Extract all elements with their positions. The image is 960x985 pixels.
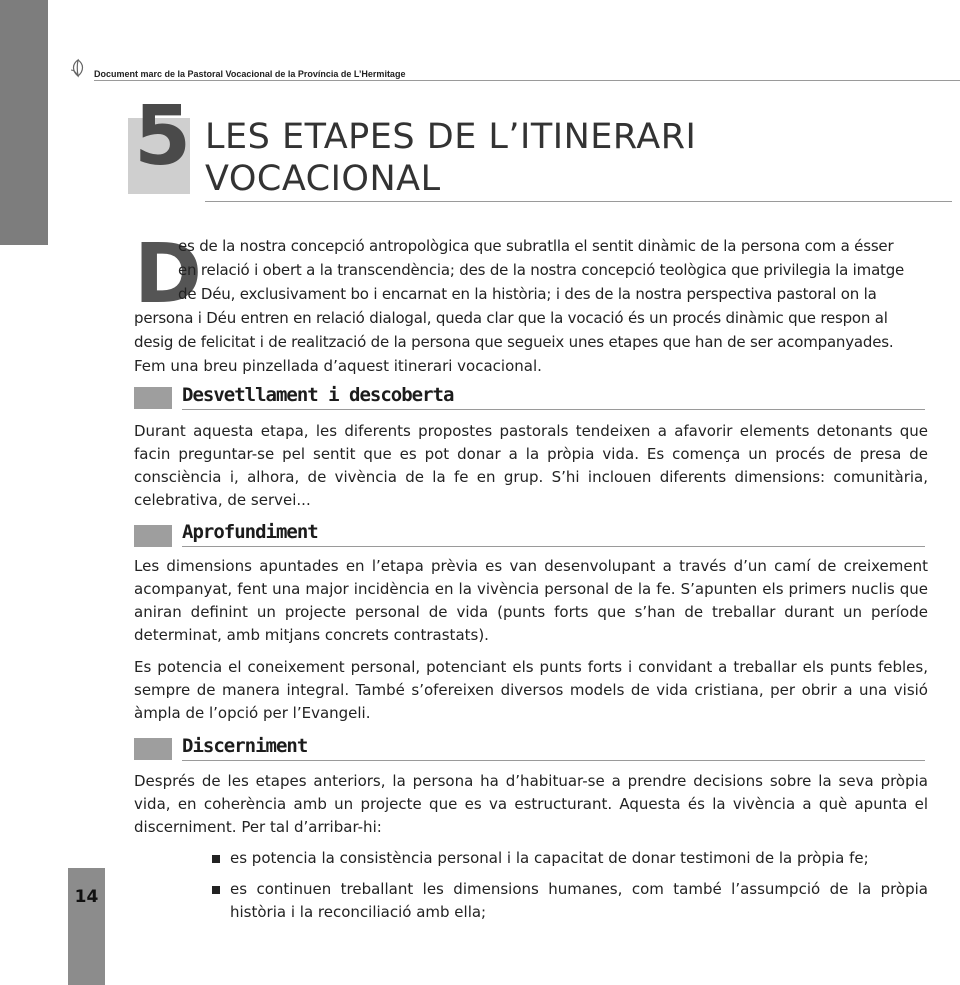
leaf-logo-icon xyxy=(68,58,88,78)
section-heading: Discerniment xyxy=(182,735,308,757)
paragraph: Després de les etapes anteriors, la persona ha d’habituar-se a prendre decisions sobre la seva pròpia vida, en coherència amb un projecte que es va estructurant. Aquesta és la vivència a què apunta el discerniment. Per tal d’arribar-hi: xyxy=(134,772,928,836)
paragraph: Durant aquesta etapa, les diferents propostes pastorals tendeixen a afavorir elements detonants que facin preguntar-se pel sentit que es pot donar a la pròpia vida. Es comença un procés de presa de consciència i, alhora, de vivència de la fe en grup. S’hi inclouen diferents dimensions: comunitària, celebrativa, de servei... xyxy=(134,422,928,509)
intro-line: persona i Déu entren en relació dialogal, queda clar que la vocació és un procés dinàmic que respon al xyxy=(134,309,888,327)
page-number: 14 xyxy=(74,887,99,907)
section-heading: Desvetllament i descoberta xyxy=(182,384,454,406)
chapter-title xyxy=(205,116,905,200)
section-rule xyxy=(182,760,925,761)
intro-line: es de la nostra concepció antropològica que subratlla el sentit dinàmic de la persona com a ésser xyxy=(178,237,894,255)
margin-bar-bottom xyxy=(68,868,105,985)
bullet-item: es continuen treballant les dimensions humanes, com també l’assumpció de la pròpia història i la reconciliació amb ella; xyxy=(230,880,928,921)
chapter-number: 5 xyxy=(134,89,192,184)
intro-line: en relació i obert a la transcendència; des de la nostra concepció teològica que privilegia la imatge xyxy=(178,261,905,279)
bullet-square-icon xyxy=(212,855,220,863)
section-marker xyxy=(134,738,172,760)
section-rule xyxy=(182,409,925,410)
bullet-square-icon xyxy=(212,886,220,894)
running-header: Document marc de la Pastoral Vocacional de la Província de L’Hermitage xyxy=(94,69,406,79)
title-rule xyxy=(205,201,952,202)
section-marker xyxy=(134,387,172,409)
paragraph: Es potencia el coneixement personal, potenciant els punts forts i convidant a treballar els punts febles, sempre de manera integral. També s’ofereixen diversos models de vida cristiana, per obrir a una visió àmpla de l’opció per l’Evangeli. xyxy=(134,658,928,722)
intro-line: de Déu, exclusivament bo i encarnat en la història; i des de la nostra perspectiva pastoral on la xyxy=(178,285,877,303)
margin-bar-top xyxy=(0,0,48,245)
section-marker xyxy=(134,525,172,547)
section-rule xyxy=(182,546,925,547)
chapter-title-line-2: VOCACIONAL xyxy=(205,159,441,199)
paragraph: Les dimensions apuntades en l’etapa prèvia es van desenvolupant a través d’un camí de creixement acompanyat, fent una major incidència en la vivència personal de la fe. S’apunten els primers nuclis que aniran definint un projecte personal de vida (punts forts que s’han de treballar durant un període determinat, amb mitjans concrets contrastats). xyxy=(134,557,928,644)
header-rule xyxy=(94,80,960,81)
chapter-title-line-1: LES ETAPES DE L’ITINERARI xyxy=(205,117,697,157)
section-heading: Aprofundiment xyxy=(182,521,318,543)
intro-line: desig de felicitat i de realització de la persona que segueix unes etapes que han de ser acompanyades. xyxy=(134,333,894,351)
intro-line: Fem una breu pinzellada d’aquest itinerari vocacional. xyxy=(134,357,542,375)
bullet-item: es potencia la consistència personal i la capacitat de donar testimoni de la pròpia fe; xyxy=(230,849,869,867)
drop-cap: D xyxy=(134,227,203,322)
